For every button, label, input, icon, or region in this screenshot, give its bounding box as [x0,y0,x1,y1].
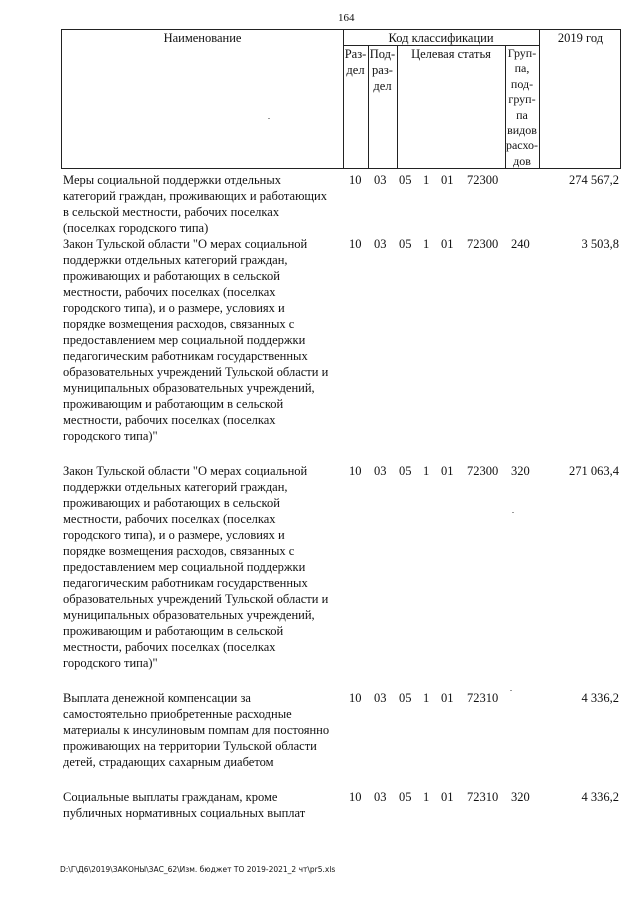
row-amount: 4 336,2 [581,790,619,804]
row-amount: 271 063,4 [569,464,619,478]
row-target-4: 72310 [467,790,499,804]
row-target-2: 1 [423,173,430,187]
scan-speck [510,690,512,691]
row-target-2: 1 [423,464,430,478]
row-target-1: 05 [399,173,412,187]
row-amount: 3 503,8 [581,237,619,251]
row-subsection: 03 [374,464,387,478]
row-target-1: 05 [399,237,412,251]
header-section: Раз- дел [344,47,367,77]
row-name: Закон Тульской области "О мерах социальной поддержки отдельных категорий граждан, проживающих и работающих в сельской местности, рабочих поселках (поселках городского типа), и о размере, условиях и порядке возмещения расходов, связанных с предоставлением мер социальной поддержки педагогическим работникам государственных образовательных учреждений Тульской области и муниципальных образовательных учреждений, проживающим и работающим в сельской местности, рабочих поселках (поселках городского типа)" [63,464,329,670]
row-target-3: 01 [441,173,454,187]
row-name: Социальные выплаты гражданам, кроме публичных нормативных социальных выплат [63,790,306,820]
row-section: 10 [349,173,362,187]
row-section: 10 [349,790,362,804]
header-group: Груп- па, под- груп- па видов расхо- дов [505,46,539,168]
table-header [61,29,621,169]
header-subsection: Под- раз- дел [369,47,396,93]
header-name: Наименование [163,31,242,45]
header-code: Код классификации [388,31,494,45]
row-target-1: 05 [399,464,412,478]
row-target-3: 01 [441,464,454,478]
row-target-1: 05 [399,691,412,705]
row-target-3: 01 [441,691,454,705]
header-target: Целевая статья [411,47,491,61]
row-subsection: 03 [374,237,387,251]
scan-speck [512,512,514,513]
row-target-2: 1 [423,237,430,251]
row-group: 320 [511,464,530,478]
row-subsection: 03 [374,790,387,804]
row-name: Закон Тульской области "О мерах социальной поддержки отдельных категорий граждан, проживающих и работающих в сельской местности, рабочих поселках (поселках городского типа), и о размере, условиях и порядке возмещения расходов, связанных с предоставлением мер социальной поддержки педагогическим работникам государственных образовательных учреждений Тульской области и муниципальных образовательных учреждений, проживающим и работающим в сельской местности, рабочих поселках (поселках городского типа)" [63,237,329,443]
row-amount: 274 567,2 [569,173,619,187]
row-target-4: 72310 [467,691,499,705]
scan-speck [268,118,270,119]
row-target-2: 1 [423,691,430,705]
row-target-4: 72300 [467,237,499,251]
row-subsection: 03 [374,173,387,187]
row-section: 10 [349,237,362,251]
row-group: 240 [511,237,530,251]
page-number: 164 [338,12,355,24]
row-target-2: 1 [423,790,430,804]
header-divider [397,45,398,168]
row-name: Выплата денежной компенсации за самостоятельно приобретенные расходные материалы к инсулиновым помпам для постоянно проживающих на территории Тульской области детей, страдающих сахарным диабетом [63,691,330,769]
row-target-4: 72300 [467,464,499,478]
header-divider [539,30,540,168]
row-section: 10 [349,691,362,705]
row-section: 10 [349,464,362,478]
row-group: 320 [511,790,530,804]
row-target-3: 01 [441,237,454,251]
row-target-4: 72300 [467,173,499,187]
header-year: 2019 год [557,31,604,45]
row-amount: 4 336,2 [581,691,619,705]
row-name: Меры социальной поддержки отдельных категорий граждан, проживающих и работающих в сельской местности, рабочих поселках (поселках городского типа) [63,173,327,235]
file-path-footer: D:\Г\Д6\2019\ЗАКОНЫ\ЗАС_62\Изм. бюджет ТО 2019-2021_2 чт\pr5.xls [60,865,336,874]
row-target-1: 05 [399,790,412,804]
row-subsection: 03 [374,691,387,705]
row-target-3: 01 [441,790,454,804]
